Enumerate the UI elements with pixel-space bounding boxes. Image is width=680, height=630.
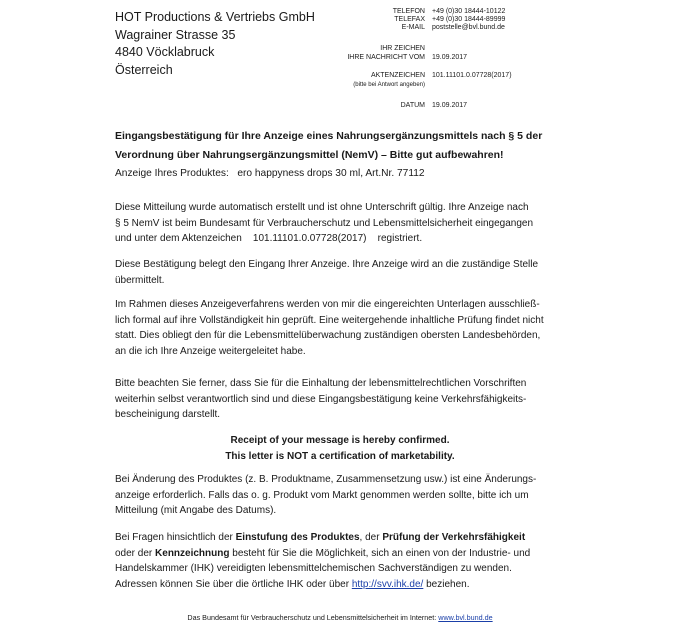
p5-line2: anzeige erforderlich. Falls das o. g. Produkt vom Markt genommen werden sollte, bitte ich um [115, 489, 529, 501]
address-country: Österreich [115, 62, 173, 77]
p6-g: besteht für Sie die Möglichkeit, sich an einen von der Industrie- und [232, 547, 531, 559]
paragraph-2 [115, 257, 565, 288]
email-value: poststelle@bvl.bund.de [432, 24, 505, 31]
paragraph-5 [115, 472, 565, 519]
telefax-label: TELEFAX [394, 16, 425, 23]
ihre-nachricht-value: 19.09.2017 [432, 54, 468, 61]
ihk-link[interactable]: http://svv.ihk.de/ [351, 578, 424, 590]
p5-line3: Mitteilung (mit Angabe des Datums). [115, 505, 277, 517]
product-line [115, 165, 563, 182]
product-label: Anzeige Ihres Produktes: [115, 168, 229, 179]
ihr-zeichen-label: IHR ZEICHEN [380, 45, 425, 52]
footer-text: Das Bundesamt für Verbraucherschutz und Lebensmittelsicherheit im Internet: [187, 613, 437, 622]
p6-line4-pre: Adressen können Sie über die örtliche IHK oder über [115, 578, 350, 590]
p6-line4-post: beziehen. [426, 578, 470, 590]
paragraph-4 [115, 376, 565, 423]
p3-line1: Im Rahmen dieses Anzeigeverfahrens werden von mir die eingereichten Unterlagen ausschließ- [115, 299, 540, 310]
p6-line2 [115, 546, 565, 562]
p3-line4: an die ich Ihre Anzeige weitergeleitet habe. [115, 345, 306, 357]
p6-line1 [115, 530, 565, 546]
p1-line3-pre: und unter dem Aktenzeichen [115, 233, 242, 245]
p5-line1: Bei Änderung des Produktes (z. B. Produktname, Zusammensetzung usw.) ist eine Änderungs- [115, 474, 537, 485]
datum-label: DATUM [400, 102, 425, 109]
paragraph-6 [115, 530, 565, 592]
p1-line1: Diese Mitteilung wurde automatisch erstellt und ist ohne Unterschrift gültig. Ihre Anzeige nach [115, 202, 529, 213]
p2-line2: übermittelt. [115, 274, 165, 286]
p6-c: , der [359, 532, 380, 543]
telefon-value: +49 (0)30 18444-10122 [432, 8, 506, 15]
p4-line1: Bitte beachten Sie ferner, dass Sie für die Einhaltung der lebensmittelrechtlichen Vorschriften [115, 378, 527, 389]
p1-line3-post: registriert. [377, 233, 423, 245]
product-value: ero happyness drops 30 ml, Art.Nr. 77112 [237, 168, 425, 179]
p6-d: Prüfung der Verkehrsfähigkeit [382, 532, 526, 543]
english-line1: Receipt of your message is hereby confirmed. [230, 435, 450, 446]
p3-line2: lich formal auf ihre Vollständigkeit hin geprüft. Eine weitergehende inhaltliche Prüfung findet nicht [115, 314, 544, 326]
subject-title-line2: Verordnung über Nahrungsergänzungsmittel (NemV) – Bitte gut aufbewahren! [115, 149, 504, 161]
address-company: HOT Productions & Vertriebs GmbH [115, 10, 315, 24]
p6-a: Bei Fragen hinsichtlich der [115, 532, 233, 543]
p1-line2: § 5 NemV ist beim Bundesamt für Verbraucherschutz und Lebensmittelsicherheit eingegangen [115, 217, 534, 229]
aktenzeichen-label: AKTENZEICHEN [370, 72, 425, 79]
p6-e: oder der [115, 547, 153, 559]
p4-line2: weiterhin selbst verantwortlich sind und diese Eingangsbestätigung keine Verkehrsfähigkeits- [115, 393, 527, 405]
address-city: 4840 Vöcklabruck [115, 45, 215, 59]
p6-line3: Handelskammer (IHK) vereidigten lebensmittelchemischen Sachverständigen zu wenden. [115, 563, 512, 575]
p6-b: Einstufung des Produktes [235, 532, 360, 543]
datum-value: 19.09.2017 [432, 102, 468, 109]
aktenzeichen-value: 101.11101.0.07728(2017) [432, 72, 512, 79]
telefax-value: +49 (0)30 18444-89999 [432, 16, 506, 23]
p4-line3: bescheinigung darstellt. [115, 409, 221, 421]
p1-line3 [115, 231, 565, 247]
subject-title-line1: Eingangsbestätigung für Ihre Anzeige eines Nahrungsergänzungsmittels nach § 5 der [115, 130, 543, 142]
footer [0, 613, 680, 622]
english-line2: This letter is NOT a certification of marketability. [225, 450, 455, 462]
p6-line4 [115, 577, 565, 593]
aktenzeichen-note: (bitte bei Antwort angeben) [353, 82, 425, 88]
email-label: E-MAIL [401, 24, 425, 31]
footer-link[interactable]: www.bvl.bund.de [438, 613, 493, 622]
ihre-nachricht-label: IHRE NACHRICHT VOM [347, 54, 425, 61]
recipient-address [115, 9, 315, 79]
p3-line3: statt. Dies obliegt den für die Lebensmittelüberwachung zuständigen obersten Landesbehörden, [115, 330, 541, 342]
p2-line1: Diese Bestätigung belegt den Eingang Ihrer Anzeige. Ihre Anzeige wird an die zuständige Stelle [115, 259, 539, 270]
subject-block [115, 127, 563, 182]
paragraph-3 [115, 297, 565, 359]
paragraph-1 [115, 200, 565, 247]
telefon-label: TELEFON [392, 8, 425, 15]
p6-f: Kennzeichnung [155, 547, 230, 559]
english-notice [115, 433, 565, 464]
p1-reference: 101.11101.0.07728(2017) [252, 233, 367, 245]
address-street: Wagrainer Strasse 35 [115, 27, 236, 42]
